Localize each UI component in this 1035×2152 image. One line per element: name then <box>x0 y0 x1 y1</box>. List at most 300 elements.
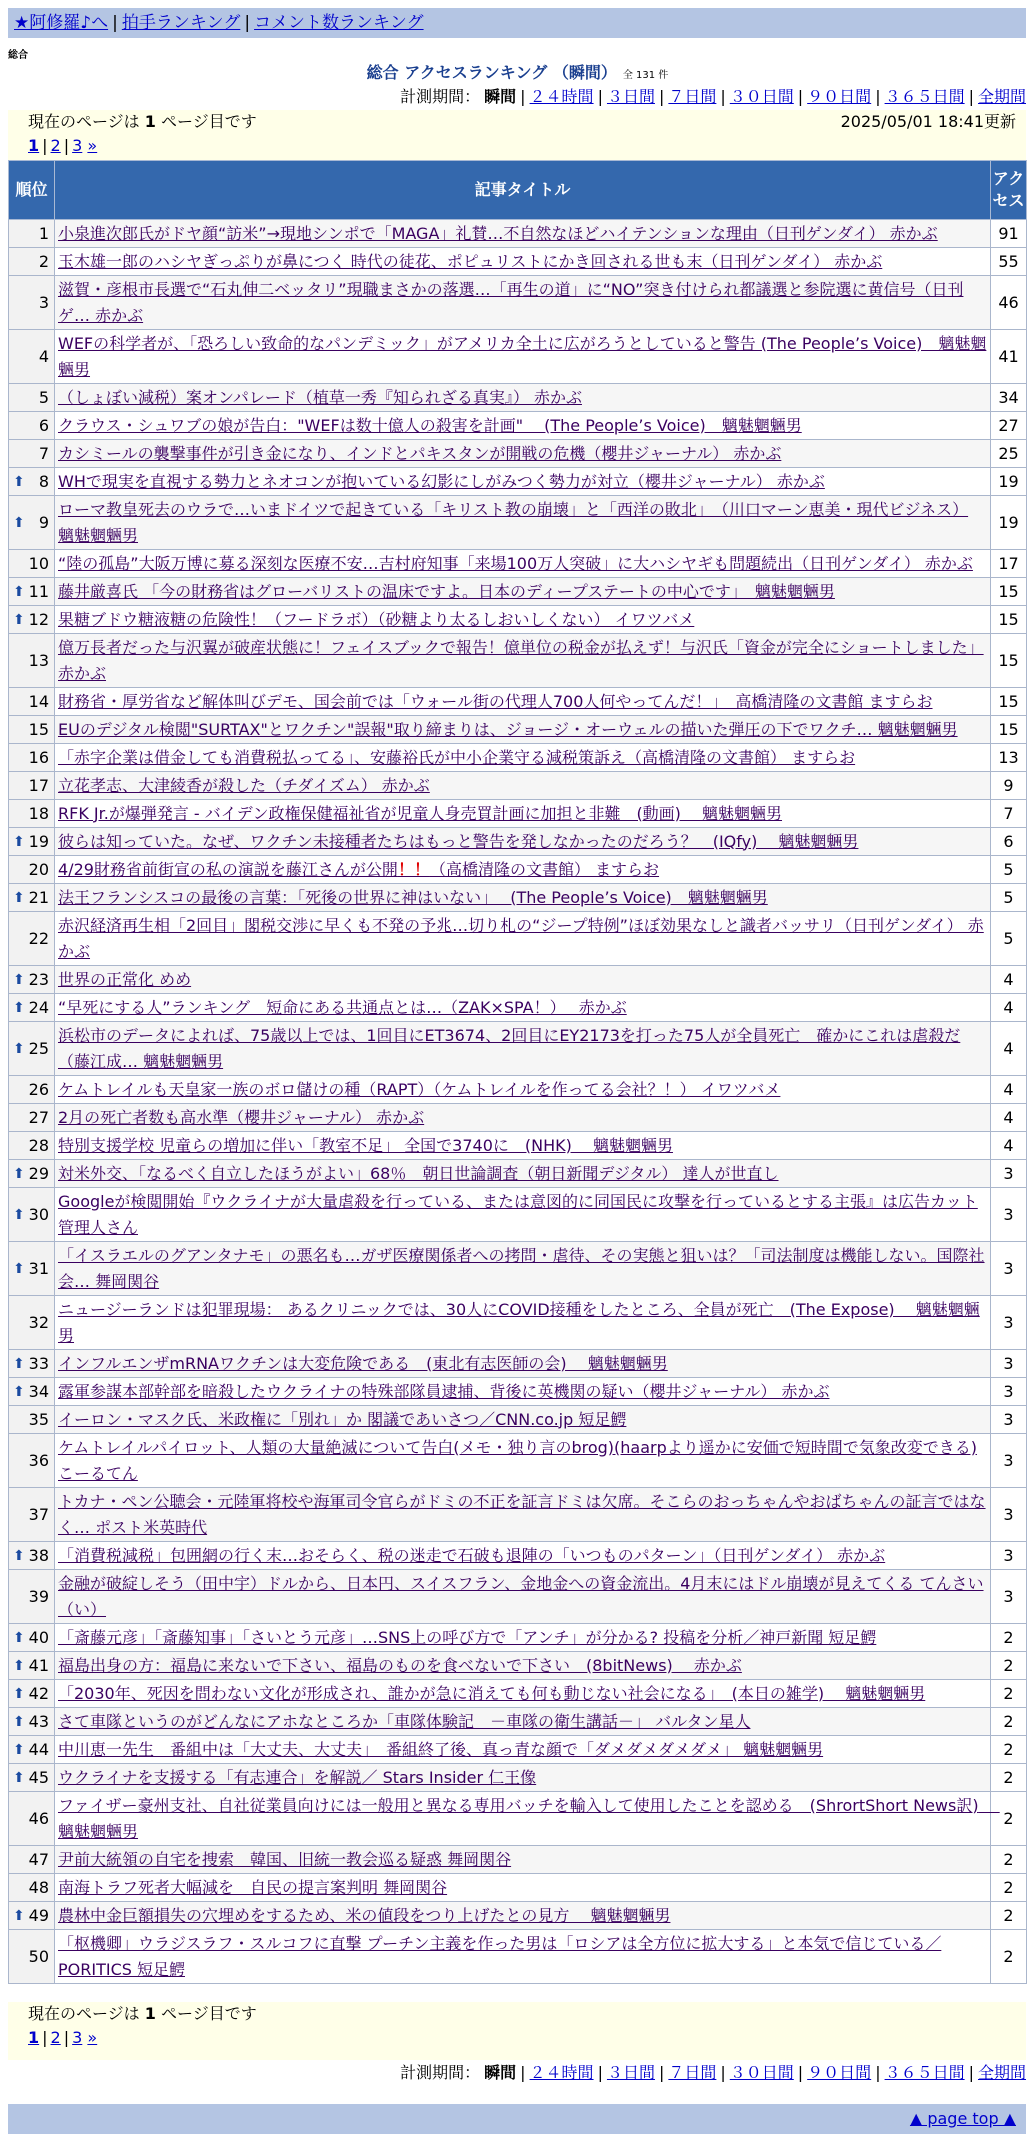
period-separator: | <box>520 87 526 106</box>
rank-cell <box>9 1022 55 1076</box>
rank-cell <box>9 276 55 330</box>
table-row <box>9 468 1027 496</box>
article-title-text: “陸の孤島”大阪万博に募る深刻な医療不安…吉村府知事「来場100万人突破」に大ハシヤギも問題続出（日刊ゲンダイ） 赤かぶ <box>58 553 973 573</box>
page-top-link[interactable]: ▲ page top ▲ <box>909 2109 1016 2128</box>
access-count-cell: 3 <box>991 1434 1027 1488</box>
period-separator: | <box>597 2063 603 2082</box>
article-title-link[interactable] <box>58 916 984 961</box>
rank-cell <box>9 496 55 550</box>
title-cell <box>55 1434 991 1488</box>
period-separator: | <box>658 87 665 106</box>
article-title-text: 小泉進次郎氏がドヤ顔“訪米”→現地シンポで「MAGA」礼賛…不自然なほどハイテンションな理由（日刊ゲンダイ） 赤かぶ <box>58 223 938 243</box>
rank-cell <box>9 1434 55 1488</box>
article-title-link[interactable] <box>58 1934 941 1979</box>
period-label: 計測期間： <box>400 2063 481 2082</box>
rank-number: 39 <box>28 1586 49 1606</box>
article-title-link[interactable] <box>58 1684 925 1703</box>
rank-cell <box>9 1542 55 1570</box>
period-link-0[interactable]: ２４時間 <box>529 2063 594 2082</box>
item-count: 全 131 件 <box>622 70 669 81</box>
next-page-link[interactable]: » <box>87 2028 98 2047</box>
table-row <box>9 1902 1027 1930</box>
title-cell <box>55 828 991 856</box>
article-title-link[interactable] <box>58 1136 673 1155</box>
title-cell <box>55 1680 991 1708</box>
comment-ranking-link[interactable]: コメント数ランキング <box>254 13 424 33</box>
page-separator: | <box>63 136 70 155</box>
article-title-link[interactable] <box>58 388 582 407</box>
access-count-cell: 3 <box>991 1570 1027 1624</box>
title-cell <box>55 744 991 772</box>
article-title-link[interactable] <box>58 1768 536 1787</box>
article-title-link[interactable] <box>58 748 855 767</box>
access-count-cell: 2 <box>991 1792 1027 1846</box>
title-cell <box>55 1488 991 1542</box>
rank-number: 31 <box>28 1258 49 1278</box>
access-count-cell: 17 <box>991 550 1027 578</box>
title-cell <box>55 1930 991 1984</box>
title-cell <box>55 412 991 440</box>
title-cell <box>55 578 991 606</box>
article-title-text: 「イスラエルのグアンタナモ」の悪名も…ガザ医療関係者への拷問・虐待、その実態と狙いは？「司法制度は機能しない。国際社会… 舞岡関谷 <box>58 1245 985 1291</box>
article-title-link[interactable] <box>58 1246 985 1291</box>
table-row <box>9 1680 1027 1708</box>
rank-number: 19 <box>28 831 49 851</box>
access-count-cell: 19 <box>991 496 1027 550</box>
rank-number: 16 <box>28 747 49 767</box>
title-cell <box>55 496 991 550</box>
access-count-cell: 5 <box>991 884 1027 912</box>
rank-up-arrow-icon: ⬆ <box>13 473 25 490</box>
rank-cell <box>9 1188 55 1242</box>
article-title-text: WEFの科学者が、「恐ろしい致命的なパンデミック」がアメリカ全土に広がろうとしていると警告 (The People’s Voice) 魑魅魍魎男 <box>58 333 987 379</box>
article-title-link[interactable] <box>58 1574 984 1619</box>
article-title-link[interactable] <box>58 1164 779 1183</box>
access-count-cell: 4 <box>991 994 1027 1022</box>
article-title-link[interactable] <box>58 860 659 879</box>
article-title-text: イーロン・マスク氏、米政権に「別れ」か 閣議であいさつ／CNN.co.jp 短足鰐 <box>58 1409 627 1429</box>
article-title-link[interactable] <box>58 692 933 711</box>
access-count-cell: 27 <box>991 412 1027 440</box>
title-cell <box>55 1542 991 1570</box>
page-status-suffix: ページ目です <box>161 112 257 131</box>
rank-up-arrow-icon: ⬆ <box>13 999 25 1016</box>
period-separator: | <box>875 87 881 106</box>
rank-cell <box>9 912 55 966</box>
article-title-link[interactable] <box>58 720 958 739</box>
category-label: 総合 <box>8 50 28 61</box>
article-title-link[interactable] <box>58 610 694 629</box>
rank-up-arrow-icon: ⬆ <box>13 889 25 906</box>
period-link-3[interactable]: ３０日間 <box>729 87 794 106</box>
title-cell <box>55 1132 991 1160</box>
title-cell <box>55 1022 991 1076</box>
table-row <box>9 1624 1027 1652</box>
access-count-cell: 4 <box>991 966 1027 994</box>
rank-up-arrow-icon: ⬆ <box>13 611 25 628</box>
rank-cell <box>9 994 55 1022</box>
table-row <box>9 1076 1027 1104</box>
rank-cell <box>9 1160 55 1188</box>
table-row <box>9 1846 1027 1874</box>
title-cell <box>55 1874 991 1902</box>
title-cell <box>55 220 991 248</box>
table-row <box>9 1242 1027 1296</box>
rank-number: 5 <box>38 387 49 407</box>
article-title-link[interactable] <box>58 224 938 243</box>
article-title-tail: （高橋清隆の文書館） ますらお <box>429 859 660 879</box>
article-title-link[interactable] <box>58 1906 670 1925</box>
access-count-cell: 15 <box>991 578 1027 606</box>
table-row <box>9 1708 1027 1736</box>
access-count-cell: 2 <box>991 1930 1027 1984</box>
table-row <box>9 1652 1027 1680</box>
article-title-text: 2月の死亡者数も高水準（櫻井ジャーナル） 赤かぶ <box>58 1107 425 1127</box>
rank-up-arrow-icon: ⬆ <box>13 1547 25 1564</box>
article-title-link[interactable] <box>58 1628 876 1647</box>
access-count-cell: 2 <box>991 1624 1027 1652</box>
rank-cell <box>9 884 55 912</box>
rank-cell <box>9 1378 55 1406</box>
table-row <box>9 1542 1027 1570</box>
rank-cell <box>9 1488 55 1542</box>
rank-cell <box>9 1104 55 1132</box>
table-row <box>9 856 1027 884</box>
article-title-link[interactable] <box>58 416 802 435</box>
rank-cell <box>9 1680 55 1708</box>
article-title-link[interactable] <box>58 970 191 989</box>
rank-cell <box>9 1708 55 1736</box>
table-row <box>9 828 1027 856</box>
article-title-text: 対米外交、「なるべく自立したほうがよい」68％ 朝日世論調査（朝日新聞デジタル） 達人が世直し <box>58 1163 779 1183</box>
access-count-cell: 19 <box>991 468 1027 496</box>
rank-up-arrow-icon: ⬆ <box>13 1165 25 1182</box>
period-link-5[interactable]: ３６５日間 <box>884 2063 965 2082</box>
article-title-link[interactable] <box>58 888 768 907</box>
rank-cell <box>9 828 55 856</box>
article-title-link[interactable] <box>58 1354 668 1373</box>
article-title-text: 中川恵一先生 番組中は「大丈夫、大丈夫」 番組終了後、真っ青な顔で「ダメダメダメダメ」 魑魅魍魎男 <box>58 1739 824 1759</box>
article-title-link[interactable] <box>58 500 968 545</box>
period-selector <box>400 86 1026 108</box>
table-row <box>9 1792 1027 1846</box>
article-title-link[interactable] <box>58 1712 750 1731</box>
title-cell <box>55 1378 991 1406</box>
rank-up-arrow-icon: ⬆ <box>13 1769 25 1786</box>
period-separator: | <box>720 2063 726 2082</box>
rank-up-arrow-icon: ⬆ <box>13 1206 25 1223</box>
table-row <box>9 384 1027 412</box>
next-page-link[interactable]: » <box>87 136 98 155</box>
page-link-1[interactable]: 1 <box>28 136 40 155</box>
table-row <box>9 966 1027 994</box>
rank-number: 21 <box>28 887 49 907</box>
article-title-link[interactable] <box>58 1878 447 1897</box>
rank-up-arrow-icon: ⬆ <box>13 583 25 600</box>
article-title-link[interactable] <box>58 334 986 379</box>
title-cell <box>55 468 991 496</box>
rank-number: 8 <box>38 471 49 491</box>
rank-number: 50 <box>28 1946 49 1966</box>
period-current: 瞬間 <box>484 2063 517 2082</box>
table-row <box>9 248 1027 276</box>
page-link-1[interactable]: 1 <box>28 2028 40 2047</box>
title-cell <box>55 1764 991 1792</box>
access-count-cell: 2 <box>991 1652 1027 1680</box>
rank-up-arrow-icon: ⬆ <box>13 1629 25 1646</box>
article-title-link[interactable] <box>58 1796 1000 1841</box>
article-title-text: 「斎藤元彦」「斎藤知事」「さいとう元彦」…SNS上の呼び方で「アンチ」が分かる? 投稿を分析／神戸新聞 短足鰐 <box>58 1627 877 1647</box>
article-title-text: 財務省・厚労省など解体叫びデモ、国会前では「ウォール街の代理人700人何やってんだ！」 高橋清隆の文書館 ますらお <box>58 691 933 711</box>
article-title-link[interactable] <box>58 252 882 271</box>
access-column-header: アクセス <box>991 161 1027 220</box>
access-count-cell: 7 <box>991 800 1027 828</box>
rank-number: 37 <box>28 1504 49 1524</box>
article-title-link[interactable] <box>58 1300 980 1345</box>
title-cell <box>55 440 991 468</box>
access-count-cell: 15 <box>991 606 1027 634</box>
article-title-link[interactable] <box>58 1438 977 1483</box>
article-title-link[interactable] <box>58 1850 511 1869</box>
article-title-link[interactable] <box>58 638 984 683</box>
access-count-cell: 2 <box>991 1874 1027 1902</box>
rank-cell <box>9 688 55 716</box>
article-title-link[interactable] <box>58 1382 830 1401</box>
rank-number: 23 <box>28 969 49 989</box>
page-link-2[interactable]: 2 <box>50 136 61 155</box>
rank-number: 9 <box>38 512 49 532</box>
rank-number: 18 <box>28 803 49 823</box>
access-count-cell: 2 <box>991 1764 1027 1792</box>
rank-number: 15 <box>28 719 49 739</box>
rank-cell <box>9 440 55 468</box>
rank-cell <box>9 1296 55 1350</box>
article-title-text: （しょぼい減税）案オンパレード（植草一秀『知られざる真実』） 赤かぶ <box>58 387 582 407</box>
access-count-cell: 55 <box>991 248 1027 276</box>
rank-cell <box>9 606 55 634</box>
rank-number: 49 <box>28 1905 49 1925</box>
access-count-cell: 3 <box>991 1160 1027 1188</box>
nav-separator: | <box>112 13 118 33</box>
article-title-link[interactable] <box>58 444 781 463</box>
article-title-text: ウクライナを支援する「有志連合」を解説／ Stars Insider 仁王像 <box>58 1767 537 1787</box>
rank-number: 35 <box>28 1409 49 1429</box>
table-row <box>9 1736 1027 1764</box>
article-title-text: ニュージーランドは犯罪現場： あるクリニックでは、30人にCOVID接種をしたところ、全員が死亡 (The Expose) 魑魅魍魎男 <box>58 1299 980 1345</box>
access-count-cell: 5 <box>991 856 1027 884</box>
table-row <box>9 606 1027 634</box>
article-title-link[interactable] <box>58 280 963 325</box>
table-row <box>9 994 1027 1022</box>
rank-cell <box>9 1350 55 1378</box>
title-cell <box>55 1296 991 1350</box>
rank-number: 2 <box>38 251 49 271</box>
rank-cell <box>9 248 55 276</box>
access-count-cell: 2 <box>991 1846 1027 1874</box>
home-link[interactable]: ★阿修羅♪へ <box>14 13 109 33</box>
title-cell <box>55 1736 991 1764</box>
title-cell <box>55 248 991 276</box>
footer-bar <box>8 2104 1026 2134</box>
rank-cell <box>9 220 55 248</box>
table-row <box>9 1132 1027 1160</box>
article-title-text: 「2030年、死因を問わない文化が形成され、誰かが急に消えても何も動じない社会になる」 (本日の雑学) 魑魅魍魎男 <box>58 1683 926 1703</box>
period-link-4[interactable]: ９０日間 <box>807 87 872 106</box>
article-title-text: 「赤字企業は借金しても消費税払ってる」、安藤裕氏が中小企業守る減税策訴え（高橋清隆の文書館） ますらお <box>58 747 856 767</box>
access-count-cell: 9 <box>991 772 1027 800</box>
article-title-link[interactable] <box>58 1410 626 1429</box>
access-count-cell: 3 <box>991 1242 1027 1296</box>
title-cell <box>55 1188 991 1242</box>
title-cell <box>55 1350 991 1378</box>
current-page-number: 1 <box>144 112 156 131</box>
article-title-text: 玉木雄一郎のハシヤぎっぷりが鼻につく 時代の徒花、ポピュリストにかき回される世も末（日刊ゲンダイ） 赤かぶ <box>58 251 883 271</box>
table-row <box>9 884 1027 912</box>
title-cell <box>55 1846 991 1874</box>
article-title-link[interactable] <box>58 804 782 823</box>
access-count-cell: 3 <box>991 1488 1027 1542</box>
table-row <box>9 800 1027 828</box>
rank-number: 4 <box>38 346 49 366</box>
table-row <box>9 744 1027 772</box>
rank-number: 41 <box>28 1655 49 1675</box>
article-title-link[interactable] <box>58 998 627 1017</box>
period-link-1[interactable]: ３日間 <box>606 87 655 106</box>
period-separator: | <box>797 2063 804 2082</box>
rank-number: 17 <box>28 775 49 795</box>
title-cell <box>55 384 991 412</box>
title-cell <box>55 1104 991 1132</box>
period-link-4[interactable]: ９０日間 <box>807 2063 872 2082</box>
access-count-cell: 13 <box>991 744 1027 772</box>
access-count-cell: 5 <box>991 912 1027 966</box>
rank-cell <box>9 1406 55 1434</box>
access-count-cell: 15 <box>991 716 1027 744</box>
article-title-exclamation: ！！ <box>397 859 430 879</box>
article-title-link[interactable] <box>58 1192 978 1237</box>
page-separator: | <box>42 136 48 155</box>
applause-ranking-link[interactable]: 拍手ランキング <box>121 13 241 33</box>
title-cell <box>55 1570 991 1624</box>
period-separator: | <box>658 2063 665 2082</box>
rank-cell <box>9 1624 55 1652</box>
page-link-3[interactable]: 3 <box>72 2028 83 2047</box>
period-link-2[interactable]: ７日間 <box>668 87 717 106</box>
rank-number: 29 <box>28 1163 49 1183</box>
period-link-3[interactable]: ３０日間 <box>729 2063 794 2082</box>
table-row <box>9 716 1027 744</box>
period-link-1[interactable]: ３日間 <box>606 2063 655 2082</box>
rank-number: 40 <box>28 1627 49 1647</box>
article-title-text: ファイザー豪州支社、自社従業員向けには一般用と異なる専用バッチを輸入して使用したことを認める (ShrortShort News訳) 魑魅魍魎男 <box>58 1795 1000 1841</box>
article-title-text: 4/29財務省前街宣の私の演説を藤江さんが公開 <box>58 859 398 879</box>
rank-cell <box>9 578 55 606</box>
article-title-text: WHで現実を直視する勢力とネオコンが抱いている幻影にしがみつく勢力が対立（櫻井ジャーナル） 赤かぶ <box>58 471 825 491</box>
rank-number: 42 <box>28 1683 49 1703</box>
article-title-link[interactable] <box>58 832 858 851</box>
table-row <box>9 1350 1027 1378</box>
article-title-link[interactable] <box>58 776 430 795</box>
access-count-cell: 3 <box>991 1296 1027 1350</box>
rank-number: 46 <box>28 1808 49 1828</box>
rank-number: 30 <box>28 1204 49 1224</box>
table-row <box>9 1488 1027 1542</box>
rank-number: 45 <box>28 1767 49 1787</box>
article-title-link[interactable] <box>58 582 835 601</box>
rank-number: 38 <box>28 1545 49 1565</box>
title-cell <box>55 1708 991 1736</box>
period-separator: | <box>597 87 603 106</box>
rank-column-header: 順位 <box>9 161 55 220</box>
title-cell <box>55 1160 991 1188</box>
access-count-cell: 4 <box>991 1022 1027 1076</box>
title-cell <box>55 1242 991 1296</box>
article-title-link[interactable] <box>58 1108 424 1127</box>
page-links <box>28 2026 1016 2050</box>
rank-cell <box>9 330 55 384</box>
rank-cell <box>9 1076 55 1104</box>
article-title-link[interactable] <box>58 1026 960 1071</box>
rank-cell <box>9 800 55 828</box>
rank-cell <box>9 1764 55 1792</box>
rank-number: 25 <box>28 1038 49 1058</box>
period-link-6[interactable]: 全期間 <box>977 2063 1026 2082</box>
table-row <box>9 688 1027 716</box>
article-title-link[interactable] <box>58 1656 742 1675</box>
rank-up-arrow-icon: ⬆ <box>13 1657 25 1674</box>
rank-cell <box>9 1242 55 1296</box>
rank-cell <box>9 1736 55 1764</box>
article-title-text: Googleが検閲開始『ウクライナが大量虐殺を行っている、または意図的に同国民に攻撃を行っているとする主張』は広告カット 管理人さん <box>58 1191 978 1237</box>
page-status <box>28 2002 1016 2026</box>
period-separator: | <box>968 87 974 106</box>
title-cell <box>55 1406 991 1434</box>
article-title-text: 赤沢経済再生相「2回目」閣税交渉に早くも不発の予兆…切り札の“ジープ特例”ほぼ効果なしと識者バッサリ（日刊ゲンダイ） 赤かぶ <box>58 915 984 961</box>
rank-cell <box>9 1652 55 1680</box>
article-title-text: 立花孝志、大津綾香が殺した（チダイズム） 赤かぶ <box>58 775 430 795</box>
table-row <box>9 1874 1027 1902</box>
rank-up-arrow-icon: ⬆ <box>13 1040 25 1057</box>
period-link-2[interactable]: ７日間 <box>668 2063 717 2082</box>
title-cell <box>55 1652 991 1680</box>
page-link-2[interactable]: 2 <box>50 2028 61 2047</box>
article-title-link[interactable] <box>58 1492 986 1537</box>
title-cell <box>55 1902 991 1930</box>
period-link-6[interactable]: 全期間 <box>977 87 1026 106</box>
rank-number: 44 <box>28 1739 49 1759</box>
article-title-link[interactable] <box>58 1546 885 1565</box>
article-title-link[interactable] <box>58 554 973 573</box>
period-separator: | <box>797 87 804 106</box>
rank-cell <box>9 966 55 994</box>
rank-number: 28 <box>28 1135 49 1155</box>
article-title-link[interactable] <box>58 472 825 491</box>
period-separator: | <box>875 2063 881 2082</box>
rank-number: 24 <box>28 997 49 1017</box>
article-title-text: さて車隊というのがどんなにアホなところか「車隊体験記 －車隊の衛生講話－」 バルタン星人 <box>58 1711 751 1731</box>
page-status-prefix: 現在のページは <box>28 2004 140 2023</box>
table-row <box>9 1930 1027 1984</box>
period-link-0[interactable]: ２４時間 <box>529 87 594 106</box>
period-link-5[interactable]: ３６５日間 <box>884 87 965 106</box>
table-row <box>9 634 1027 688</box>
article-title-link[interactable] <box>58 1740 823 1759</box>
rank-number: 3 <box>38 292 49 312</box>
access-count-cell: 34 <box>991 384 1027 412</box>
page-link-3[interactable]: 3 <box>72 136 83 155</box>
title-cell <box>55 716 991 744</box>
article-title-link[interactable] <box>58 1080 780 1099</box>
